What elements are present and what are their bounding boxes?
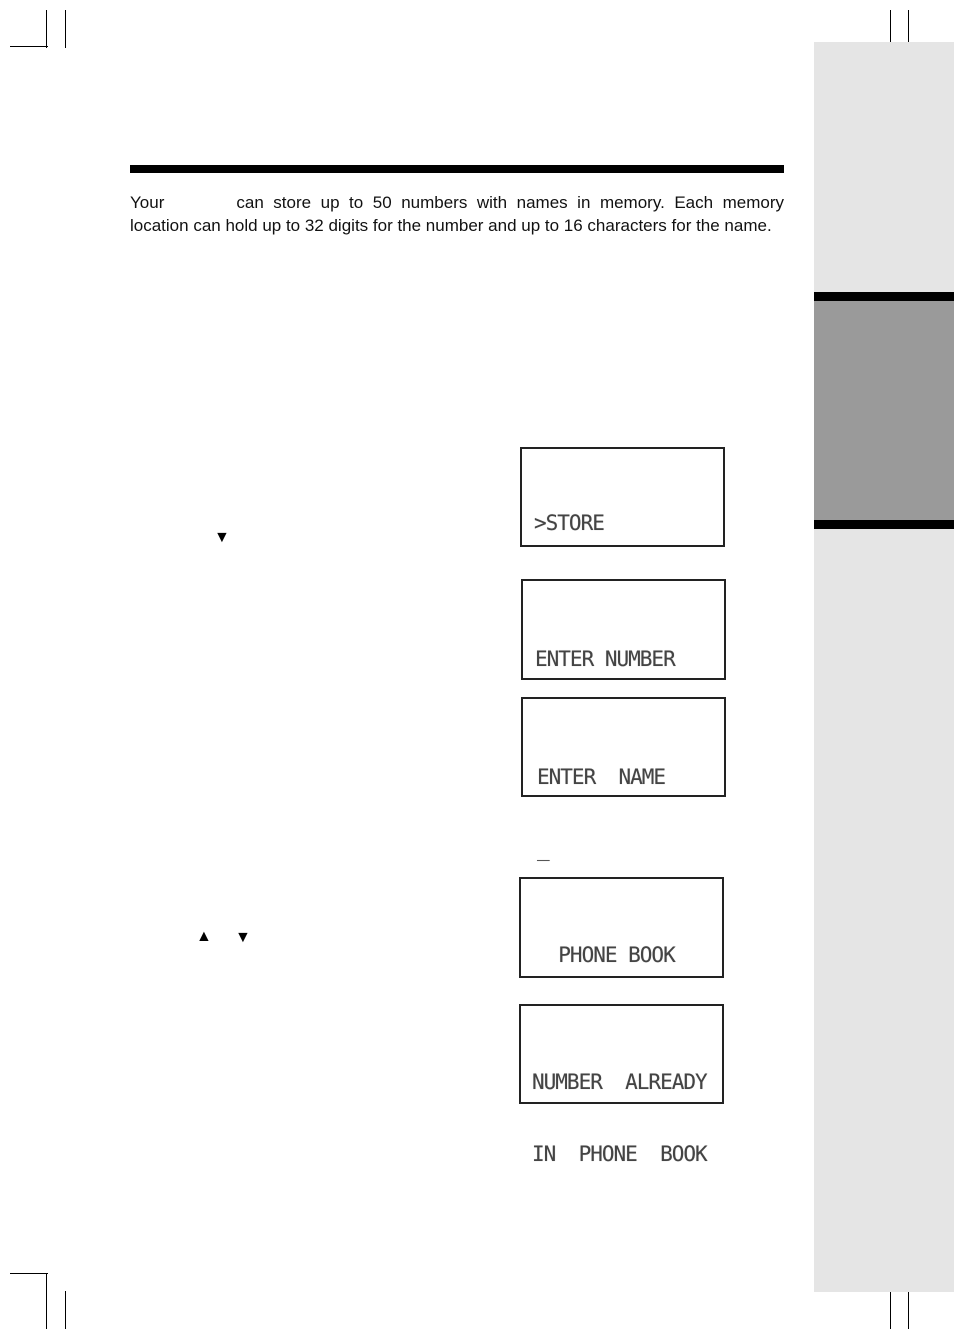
intro-text-start: Your bbox=[130, 193, 165, 212]
crop-mark bbox=[10, 46, 48, 47]
intro-text-rest: can store up to 50 numbers with names in memory. Each memory location can hold up to 32 digits for the number and up to 16 characters for the name. bbox=[130, 193, 784, 235]
side-tab-bar bbox=[814, 520, 954, 529]
down-arrow-icon: ▼ bbox=[214, 529, 230, 546]
down-arrow-icon: ▼ bbox=[235, 929, 251, 946]
side-tab-bar bbox=[814, 292, 954, 301]
crop-mark bbox=[10, 1273, 48, 1274]
lcd-line: NUMBER ALREADY bbox=[532, 1070, 707, 1094]
lcd-line: ENTER NAME bbox=[537, 765, 666, 789]
crop-mark bbox=[65, 10, 66, 48]
lcd-line: >STORE bbox=[534, 511, 604, 535]
up-arrow-icon: ▲ bbox=[196, 928, 212, 945]
lcd-line: PHONE BOOK bbox=[535, 943, 675, 967]
heading-rule bbox=[130, 165, 784, 173]
side-tab-band bbox=[814, 292, 954, 529]
lcd-phone-book-full-display bbox=[519, 877, 724, 978]
lcd-menu-display bbox=[520, 447, 725, 547]
lcd-line: _ bbox=[537, 837, 549, 861]
intro-paragraph bbox=[130, 191, 784, 237]
crop-mark bbox=[890, 1291, 891, 1329]
side-tab bbox=[814, 42, 954, 1292]
crop-mark bbox=[65, 1291, 66, 1329]
crop-mark bbox=[46, 1273, 47, 1329]
lcd-enter-number-display bbox=[521, 579, 726, 680]
lcd-number-already-display bbox=[519, 1004, 724, 1166]
lcd-line: IN PHONE BOOK bbox=[532, 1142, 707, 1166]
crop-mark bbox=[46, 10, 47, 48]
lcd-enter-name-display bbox=[521, 697, 726, 861]
lcd-line: ENTER NUMBER bbox=[535, 647, 675, 671]
